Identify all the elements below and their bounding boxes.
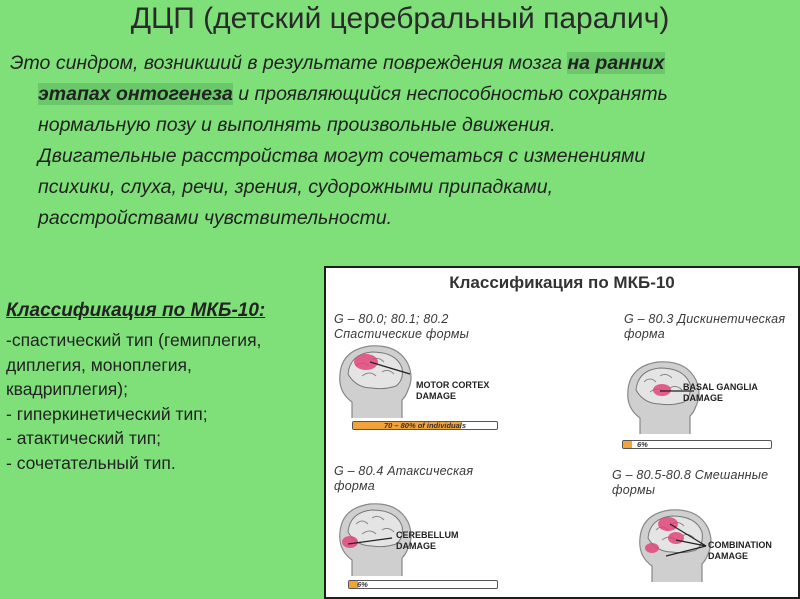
list-item: - сочетательный тип. (6, 452, 176, 473)
list-item: - атактический тип; (6, 428, 162, 448)
mixed-code (612, 468, 768, 498)
label-line: BASAL GANGLIA (683, 382, 758, 392)
damage-label (396, 530, 459, 552)
intro-line-3: нормальную позу и выполнять произвольные движения. (38, 114, 556, 136)
spastic-code (334, 312, 469, 342)
prevalence-bar (352, 421, 498, 430)
dyskinetic-code (624, 312, 785, 342)
intro-text: Это синдром, возникший в результате повреждения мозга (10, 52, 568, 74)
ataxic-code (334, 464, 473, 494)
code-line: G – 80.0; 80.1; 80.2 (334, 312, 449, 326)
code-line: Спастические формы (334, 327, 469, 341)
bar-fill (623, 441, 632, 448)
label-line: DAMAGE (683, 393, 723, 403)
classification-heading: Классификация по МКБ-10: (6, 300, 266, 321)
pointer-line (370, 360, 420, 380)
code-line: G – 80.4 Атаксическая (334, 464, 474, 478)
label-line: DAMAGE (416, 391, 456, 401)
brain-head-icon (332, 340, 422, 424)
label-line: CEREBELLUM (396, 530, 459, 540)
label-line: MOTOR CORTEX (416, 380, 490, 390)
label-line: DAMAGE (708, 551, 748, 561)
bar-label: 6% (637, 440, 648, 449)
intro-line-1 (10, 48, 790, 79)
code-line: G – 80.3 Дискинетическая (624, 312, 786, 326)
list-item: квадриплегия); (6, 379, 128, 399)
intro-highlight: на ранних (567, 52, 665, 74)
prevalence-bar (348, 580, 498, 589)
classification-figure (324, 266, 800, 599)
slide-title: ДЦП (детский церебральный паралич) (130, 2, 670, 35)
intro-line-4: Двигательные расстройства могут сочетаться с изменениями (38, 145, 646, 167)
intro-line-6: расстройствами чувствительности. (38, 207, 393, 229)
intro-paragraph (10, 48, 790, 234)
bar-label: 6% (357, 580, 368, 589)
bar-label: 70 – 80% of individuals (383, 421, 467, 430)
label-line: DAMAGE (396, 541, 436, 551)
damage-label (708, 540, 772, 562)
list-item: диплегия, моноплегия, (6, 354, 192, 375)
damage-area-icon (645, 543, 659, 553)
figure-title: Классификация по МКБ-10 (449, 273, 675, 292)
list-item: -спастический тип (гемиплегия, (6, 330, 262, 350)
code-line: формы (612, 483, 656, 497)
prevalence-bar (622, 440, 772, 449)
classification-list (6, 300, 324, 475)
damage-label (683, 382, 758, 404)
list-item: - гиперкинетический тип; (6, 403, 208, 424)
label-line: COMBINATION (708, 540, 772, 550)
intro-line-5: психики, слуха, речи, зрения, судорожными припадками, (38, 176, 553, 198)
pointer-line (348, 536, 398, 548)
damage-label (416, 380, 489, 402)
intro-text: и проявляющийся неспособностью сохранять (232, 83, 668, 105)
code-line: форма (624, 327, 665, 341)
intro-line-2 (10, 79, 790, 110)
intro-highlight: этапах онтогенеза (38, 83, 233, 105)
code-line: G – 80.5-80.8 Смешанные (612, 468, 769, 482)
code-line: форма (334, 479, 375, 493)
